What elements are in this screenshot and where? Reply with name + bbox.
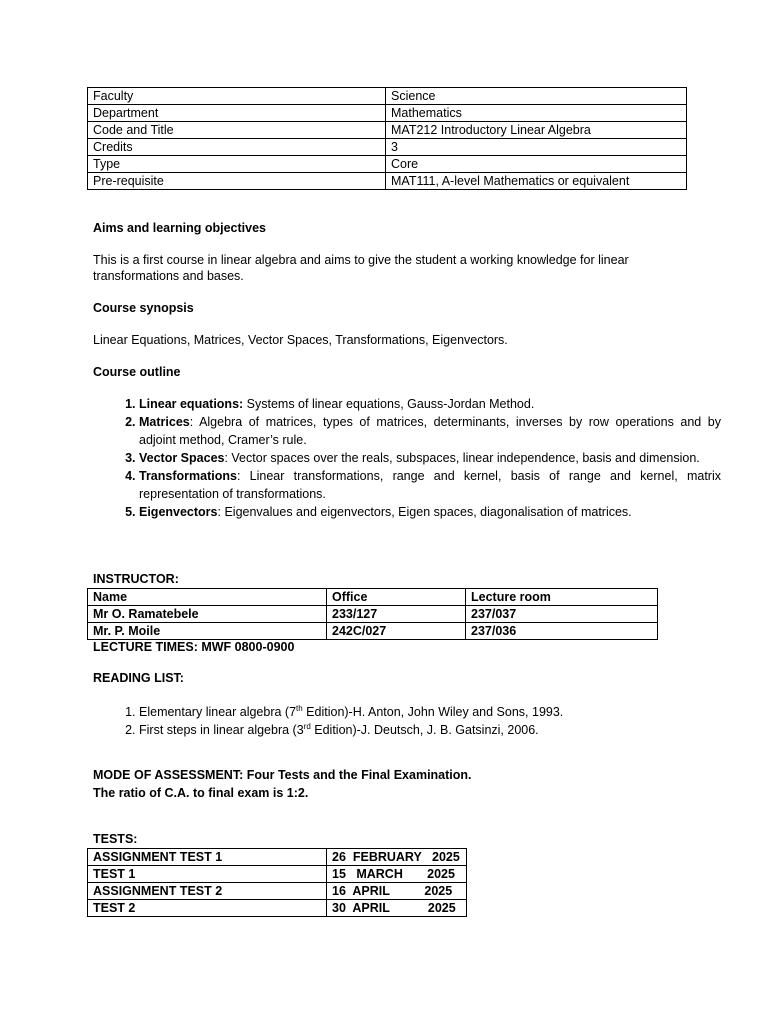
table-row: [88, 88, 687, 105]
info-key: Pre-requisite: [88, 173, 386, 190]
table-row: [88, 606, 658, 623]
course-info-table: [87, 87, 687, 190]
test-name: TEST 1: [88, 866, 327, 883]
info-key: Code and Title: [88, 122, 386, 139]
tests-table: [87, 848, 467, 917]
synopsis-heading: Course synopsis: [93, 301, 194, 315]
table-cell: 237/037: [466, 606, 658, 623]
outline-term: Matrices: [139, 415, 190, 429]
reading-sup: th: [296, 703, 303, 713]
table-header-row: [88, 589, 658, 606]
list-item: [139, 395, 721, 413]
test-date: 26 FEBRUARY 2025: [327, 849, 467, 866]
info-key: Faculty: [88, 88, 386, 105]
test-date: 30 APRIL 2025: [327, 900, 467, 917]
info-value: Science: [386, 88, 687, 105]
table-row: [88, 105, 687, 122]
table-cell: 242C/027: [327, 623, 466, 640]
reading-sup: rd: [303, 721, 311, 731]
outline-term: Eigenvectors: [139, 505, 218, 519]
reading-list: [93, 703, 729, 739]
info-value: MAT111, A-level Mathematics or equivalent: [386, 173, 687, 190]
reading-text: First steps in linear algebra (3: [139, 723, 304, 737]
outline-text: : Linear transformations, range and kernel, basis of range and kernel, matrix representation of transformations.: [139, 469, 721, 501]
reading-text: Edition)-J. Deutsch, J. B. Gatsinzi, 2006.: [310, 723, 539, 737]
synopsis-text: Linear Equations, Matrices, Vector Spaces, Transformations, Eigenvectors.: [93, 333, 508, 347]
list-item: [139, 703, 729, 721]
table-row: [88, 623, 658, 640]
test-date: 16 APRIL 2025: [327, 883, 467, 900]
info-value: 3: [386, 139, 687, 156]
table-row: [88, 139, 687, 156]
table-row: [88, 173, 687, 190]
list-item: [139, 721, 729, 739]
table-row: [88, 883, 467, 900]
list-item: [139, 449, 721, 467]
outline-term: Transformations: [139, 469, 237, 483]
outline-text: Systems of linear equations, Gauss-Jordan Method.: [243, 397, 535, 411]
table-cell: Mr. P. Moile: [88, 623, 327, 640]
test-name: ASSIGNMENT TEST 1: [88, 849, 327, 866]
test-name: ASSIGNMENT TEST 2: [88, 883, 327, 900]
list-item: [139, 413, 721, 449]
tests-heading: TESTS:: [93, 832, 138, 846]
lecture-times: LECTURE TIMES: MWF 0800-0900: [93, 640, 295, 654]
column-header: Office: [327, 589, 466, 606]
aims-text: This is a first course in linear algebra and aims to give the student a working knowledge for linear transformations and bases.: [93, 253, 629, 283]
outline-term: Vector Spaces: [139, 451, 225, 465]
aims-heading: Aims and learning objectives: [93, 221, 266, 235]
reading-text: Edition)-H. Anton, John Wiley and Sons, 1993.: [302, 705, 564, 719]
table-row: [88, 866, 467, 883]
column-header: Lecture room: [466, 589, 658, 606]
test-date: 15 MARCH 2025: [327, 866, 467, 883]
table-row: [88, 122, 687, 139]
test-name: TEST 2: [88, 900, 327, 917]
reading-heading: READING LIST:: [93, 671, 184, 685]
table-cell: 237/036: [466, 623, 658, 640]
assessment-line-2: The ratio of C.A. to final exam is 1:2.: [93, 786, 309, 800]
list-item: [139, 467, 721, 503]
instructor-heading: INSTRUCTOR:: [93, 572, 179, 586]
info-value: MAT212 Introductory Linear Algebra: [386, 122, 687, 139]
info-key: Type: [88, 156, 386, 173]
outline-text: : Algebra of matrices, types of matrices, determinants, inverses by row operations and by adjoint method, Cramer’s rule.: [139, 415, 721, 447]
info-key: Credits: [88, 139, 386, 156]
outline-term: Linear equations:: [139, 397, 244, 411]
info-key: Department: [88, 105, 386, 122]
table-row: [88, 156, 687, 173]
table-cell: Mr O. Ramatebele: [88, 606, 327, 623]
assessment-line-1: MODE OF ASSESSMENT: Four Tests and the Final Examination.: [93, 768, 472, 782]
list-item: [139, 503, 721, 521]
info-value: Core: [386, 156, 687, 173]
info-value: Mathematics: [386, 105, 687, 122]
table-row: [88, 849, 467, 866]
instructor-table: [87, 588, 658, 640]
outline-text: : Vector spaces over the reals, subspaces, linear independence, basis and dimension.: [224, 451, 700, 465]
course-outline-list: [93, 395, 721, 521]
outline-heading: Course outline: [93, 365, 181, 379]
table-row: [88, 900, 467, 917]
table-cell: 233/127: [327, 606, 466, 623]
reading-text: Elementary linear algebra (7: [139, 705, 297, 719]
column-header: Name: [88, 589, 327, 606]
outline-text: : Eigenvalues and eigenvectors, Eigen spaces, diagonalisation of matrices.: [217, 505, 632, 519]
